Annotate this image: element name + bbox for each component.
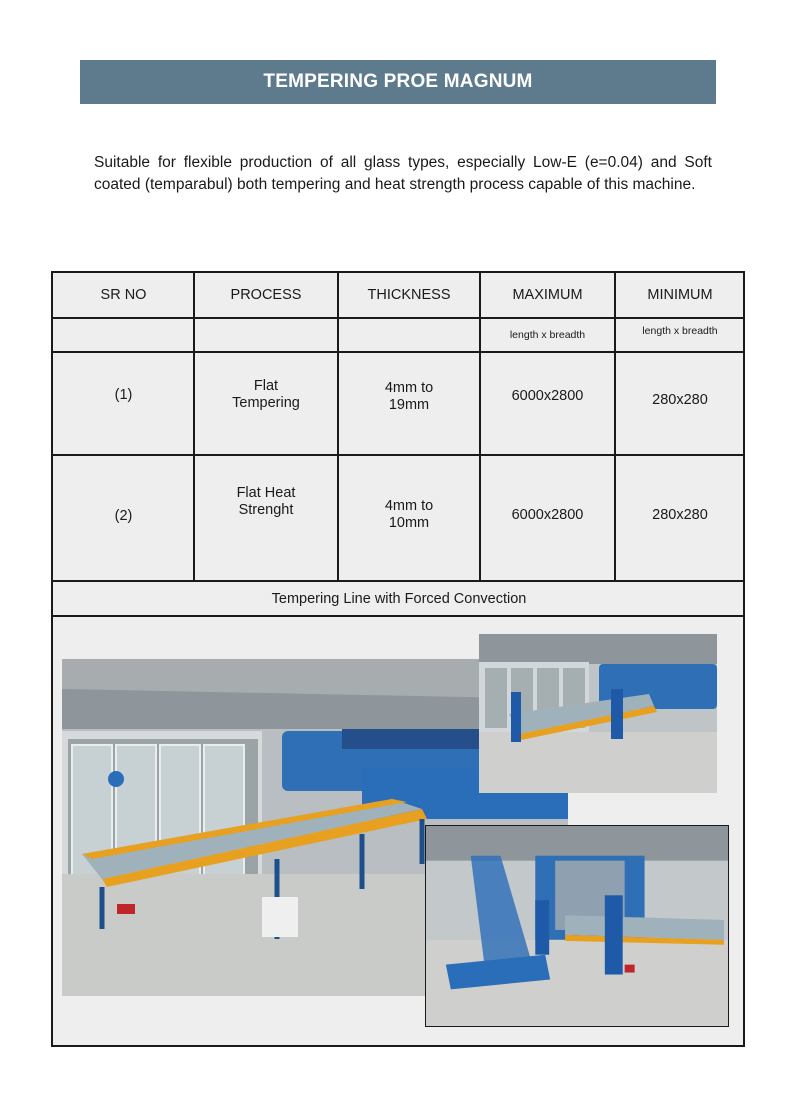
row2-maximum: 6000x2800 bbox=[511, 506, 584, 523]
column-header-process: PROCESS bbox=[230, 287, 302, 303]
row1-sr-no: (1) bbox=[114, 386, 133, 403]
table-caption: Tempering Line with Forced Convection bbox=[271, 590, 527, 607]
column-header-sr-no: SR NO bbox=[100, 287, 147, 303]
page-title: TEMPERING PROE MAGNUM bbox=[263, 71, 533, 92]
column-header-thickness: THICKNESS bbox=[367, 287, 451, 303]
row1-minimum: 280x280 bbox=[652, 391, 708, 408]
spec-table bbox=[51, 271, 745, 1047]
intro-paragraph: Suitable for flexible production of all glass types, especially Low-E (e=0.04) and Soft coated (temparabul) both tempering and heat strength process capable of this machine. bbox=[94, 154, 712, 193]
row2-minimum: 280x280 bbox=[652, 506, 708, 523]
tempering-line-photo-unloading bbox=[425, 825, 729, 1027]
row2-process: Flat Heat Strenght bbox=[236, 485, 296, 518]
row1-maximum: 6000x2800 bbox=[511, 387, 584, 404]
row2-sr-no: (2) bbox=[114, 507, 133, 524]
row2-thickness: 4mm to 10mm bbox=[384, 498, 434, 531]
row1-process: Flat Tempering bbox=[232, 378, 300, 411]
row1-thickness: 4mm to 19mm bbox=[384, 380, 434, 413]
column-header-maximum: MAXIMUM bbox=[512, 287, 583, 303]
title-banner bbox=[80, 60, 716, 104]
minimum-unit-label: length x breadth bbox=[642, 325, 718, 337]
tempering-line-photo-loading bbox=[479, 634, 717, 793]
maximum-unit-label: length x breadth bbox=[509, 329, 586, 341]
column-header-minimum: MINIMUM bbox=[647, 287, 713, 303]
